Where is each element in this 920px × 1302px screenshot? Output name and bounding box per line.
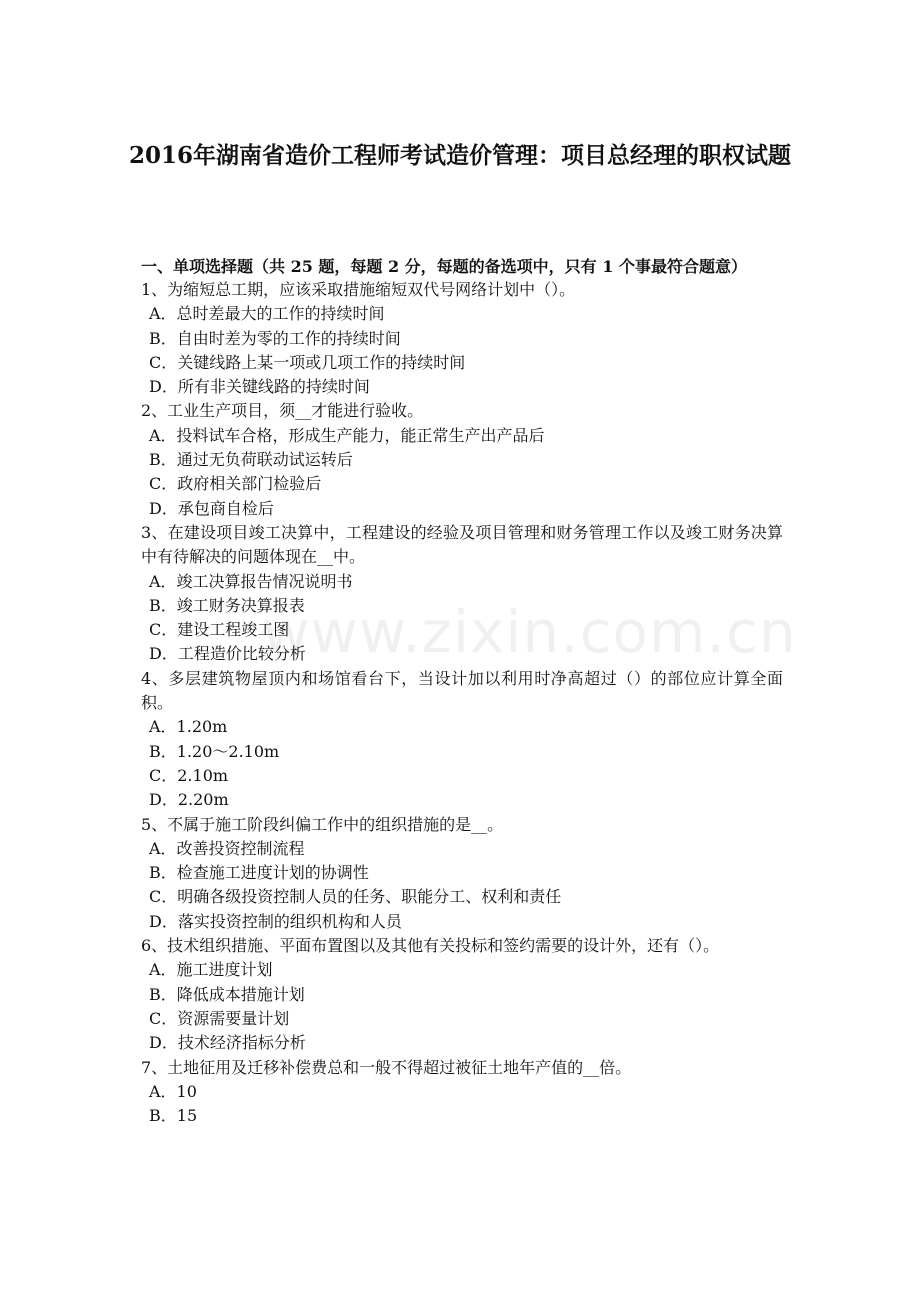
question-text: 6、技术组织措施、平面布置图以及其他有关投标和签约需要的设计外，还有（）。 bbox=[141, 936, 720, 956]
answer-option: A．竣工决算报告情况说明书 bbox=[149, 571, 353, 591]
answer-option: A．10 bbox=[149, 1081, 197, 1101]
answer-option: D．2.20m bbox=[149, 790, 229, 810]
answer-option: C．政府相关部门检验后 bbox=[149, 474, 322, 494]
answer-option: B．1.20～2.10m bbox=[149, 741, 280, 761]
section-heading: 一、单项选择题（共 25 题，每题 2 分，每题的备选项中，只有 1 个事最符合题意） bbox=[141, 257, 747, 276]
answer-option: B．通过无负荷联动试运转后 bbox=[149, 450, 353, 470]
answer-option: A．总时差最大的工作的持续时间 bbox=[149, 304, 385, 324]
answer-option: C．建设工程竣工图 bbox=[149, 620, 290, 640]
answer-option: C．关键线路上某一项或几项工作的持续时间 bbox=[149, 352, 466, 372]
answer-option: A．1.20m bbox=[149, 717, 228, 737]
answer-option: B．自由时差为零的工作的持续时间 bbox=[149, 328, 401, 348]
document-body bbox=[141, 255, 783, 1128]
question-2 bbox=[141, 399, 783, 520]
answer-option: D．所有非关键线路的持续时间 bbox=[149, 377, 370, 397]
question-1 bbox=[141, 278, 783, 399]
question-5 bbox=[141, 813, 783, 934]
answer-option: A．施工进度计划 bbox=[149, 960, 273, 980]
question-3 bbox=[141, 521, 783, 667]
answer-option: B．15 bbox=[149, 1106, 198, 1126]
answer-option: B．竣工财务决算报表 bbox=[149, 595, 305, 615]
answer-option: D．落实投资控制的组织机构和人员 bbox=[149, 911, 402, 931]
question-text: 4、多层建筑物屋顶内和场馆看台下，当设计加以利用时净高超过（）的部位应计算全面积。 bbox=[141, 668, 783, 713]
answer-option: A．投料试车合格，形成生产能力，能正常生产出产品后 bbox=[149, 425, 545, 445]
document-title: 2016年湖南省造价工程师考试造价管理：项目总经理的职权试题 bbox=[128, 142, 791, 169]
answer-option: B．检查施工进度计划的协调性 bbox=[149, 863, 369, 883]
question-text: 1、为缩短总工期，应该采取措施缩短双代号网络计划中（）。 bbox=[141, 280, 576, 299]
answer-option: D．承包商自检后 bbox=[149, 498, 274, 518]
question-text: 2、工业生产项目，须__才能进行验收。 bbox=[141, 401, 424, 421]
question-6 bbox=[141, 934, 783, 1055]
answer-option: D．工程造价比较分析 bbox=[149, 644, 306, 664]
question-text: 5、不属于施工阶段纠偏工作中的组织措施的是__。 bbox=[141, 814, 504, 834]
question-4 bbox=[141, 667, 783, 813]
answer-option: C．资源需要量计划 bbox=[149, 1008, 290, 1028]
answer-option: D．技术经济指标分析 bbox=[149, 1033, 306, 1053]
answer-option: C．明确各级投资控制人员的任务、职能分工、权利和责任 bbox=[149, 887, 562, 907]
answer-option: A．改善投资控制流程 bbox=[149, 838, 305, 858]
answer-option: B．降低成本措施计划 bbox=[149, 984, 305, 1004]
question-7 bbox=[141, 1056, 783, 1129]
question-text: 3、在建设项目竣工决算中，工程建设的经验及项目管理和财务管理工作以及竣工财务决算中有待解决的问题体现在__中。 bbox=[141, 522, 783, 567]
answer-option: C．2.10m bbox=[149, 765, 229, 785]
question-list bbox=[141, 278, 783, 1128]
question-text: 7、土地征用及迁移补偿费总和一般不得超过被征土地年产值的__倍。 bbox=[141, 1057, 632, 1077]
watermark: www.zixin.com.cn bbox=[262, 598, 797, 666]
